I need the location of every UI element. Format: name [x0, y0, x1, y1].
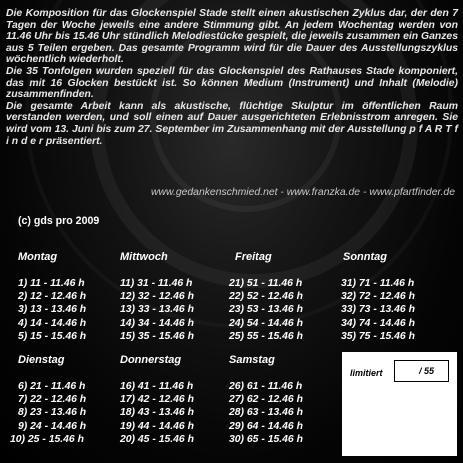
day-title: Sonntag	[343, 251, 387, 263]
day-column-montag	[18, 251, 86, 343]
limited-edition-box	[342, 352, 457, 456]
day-column-dienstag	[10, 354, 87, 446]
day-title: Donnerstag	[120, 354, 182, 366]
time-slot: 3) 13 - 13.46 h	[18, 304, 87, 316]
time-slot: 8) 23 - 13.46 h	[18, 407, 87, 419]
time-slot: 19) 44 - 14.46 h	[120, 420, 194, 432]
day-column-samstag	[229, 354, 303, 446]
time-slot: 4) 14 - 14.46 h	[18, 317, 87, 329]
time-slot: 34) 74 - 14.46 h	[341, 317, 415, 329]
day-title: Dienstag	[18, 354, 65, 366]
time-slot: 17) 42 - 12.46 h	[120, 394, 194, 406]
intro-paragraph-3: Die gesamte Arbeit kann als akustische, flüchtige Skulptur im öffentlichen Raum verstanden werden, und soll einen auf Dauer ausgerichteten Erlebnisstrom anregen. Sie wird vom 13. Juni bis zum 27. September im Zusammenhang mit der Ausstellung p f A R T f i n d e r präsentiert.	[6, 100, 458, 147]
time-slot: 10) 25 - 15.46 h	[10, 433, 84, 445]
time-slot: 20) 45 - 15.46 h	[120, 433, 194, 445]
day-column-freitag	[229, 251, 303, 343]
time-slot: 15) 35 - 15.46 h	[120, 330, 194, 342]
time-slot: 26) 61 - 11.46 h	[229, 381, 303, 392]
intro-text	[6, 8, 458, 147]
time-slot: 16) 41 - 11.46 h	[120, 381, 194, 392]
time-slot: 6) 21 - 11.46 h	[18, 381, 86, 392]
website-links: www.gedankenschmied.net - www.franzka.de - www.pfartfinder.de	[151, 187, 455, 198]
time-slot: 27) 62 - 12.46 h	[229, 394, 303, 406]
intro-paragraph-1: Die Komposition für das Glockenspiel Stade stellt einen akustischen Zyklus dar, der den 7 Tagen der Woche jeweils eine andere Stimmung gibt. An jedem Wochentag werden von 11.46 Uhr bis 15.46 Uhr stündlich Melodiestücke gespielt, die jeweils zusammen ein Ganzes aus 5 Teilen ergeben. Das gesamte Programm wird für die Dauer des Ausstellungszyklus wöchentlich wiederholt.	[6, 8, 458, 66]
time-slot: 22) 52 - 12.46 h	[229, 291, 303, 303]
time-slot: 7) 22 - 12.46 h	[18, 394, 87, 406]
time-slot: 18) 43 - 13.46 h	[120, 407, 194, 419]
time-slot: 33) 73 - 13.46 h	[341, 304, 415, 316]
day-column-mittwoch	[120, 251, 194, 343]
time-slot: 5) 15 - 15.46 h	[18, 330, 87, 342]
time-slot: 21) 51 - 11.46 h	[229, 278, 303, 289]
time-slot: 13) 33 - 13.46 h	[120, 304, 194, 316]
day-column-donnerstag	[120, 354, 194, 446]
day-column-sonntag	[341, 251, 415, 343]
time-slot: 11) 31 - 11.46 h	[120, 278, 193, 289]
time-slot: 30) 65 - 15.46 h	[229, 433, 303, 445]
time-slot: 2) 12 - 12.46 h	[18, 291, 87, 303]
time-slot: 23) 53 - 13.46 h	[229, 304, 303, 316]
time-slot: 9) 24 - 14.46 h	[18, 420, 87, 432]
time-slot: 12) 32 - 12.46 h	[120, 291, 194, 303]
time-slot: 24) 54 - 14.46 h	[229, 317, 303, 329]
time-slot: 29) 64 - 14.46 h	[229, 420, 303, 432]
time-slot: 32) 72 - 12.46 h	[341, 291, 415, 303]
time-slot: 25) 55 - 15.46 h	[229, 330, 303, 342]
edition-number-frame	[394, 360, 449, 382]
day-title: Freitag	[235, 251, 272, 263]
time-slot: 31) 71 - 11.46 h	[341, 278, 415, 289]
time-slot: 1) 11 - 11.46 h	[18, 278, 85, 289]
copyright-note: (c) gds pro 2009	[18, 215, 100, 227]
edition-number: / 55	[419, 366, 435, 376]
time-slot: 35) 75 - 15.46 h	[341, 330, 415, 342]
day-title: Mittwoch	[120, 251, 168, 263]
time-slot: 14) 34 - 14.46 h	[120, 317, 194, 329]
day-title: Samstag	[229, 354, 275, 366]
day-title: Montag	[18, 251, 58, 263]
time-slot: 28) 63 - 13.46 h	[229, 407, 303, 419]
intro-paragraph-2: Die 35 Tonfolgen wurden speziell für das Glockenspiel des Rathauses Stade komponiert, das mit 16 Glocken bestückt ist. So können Medium (Instrument) und Inhalt (Melodie) zusammenfinden.	[6, 65, 458, 101]
limited-label: limitiert	[350, 368, 383, 378]
